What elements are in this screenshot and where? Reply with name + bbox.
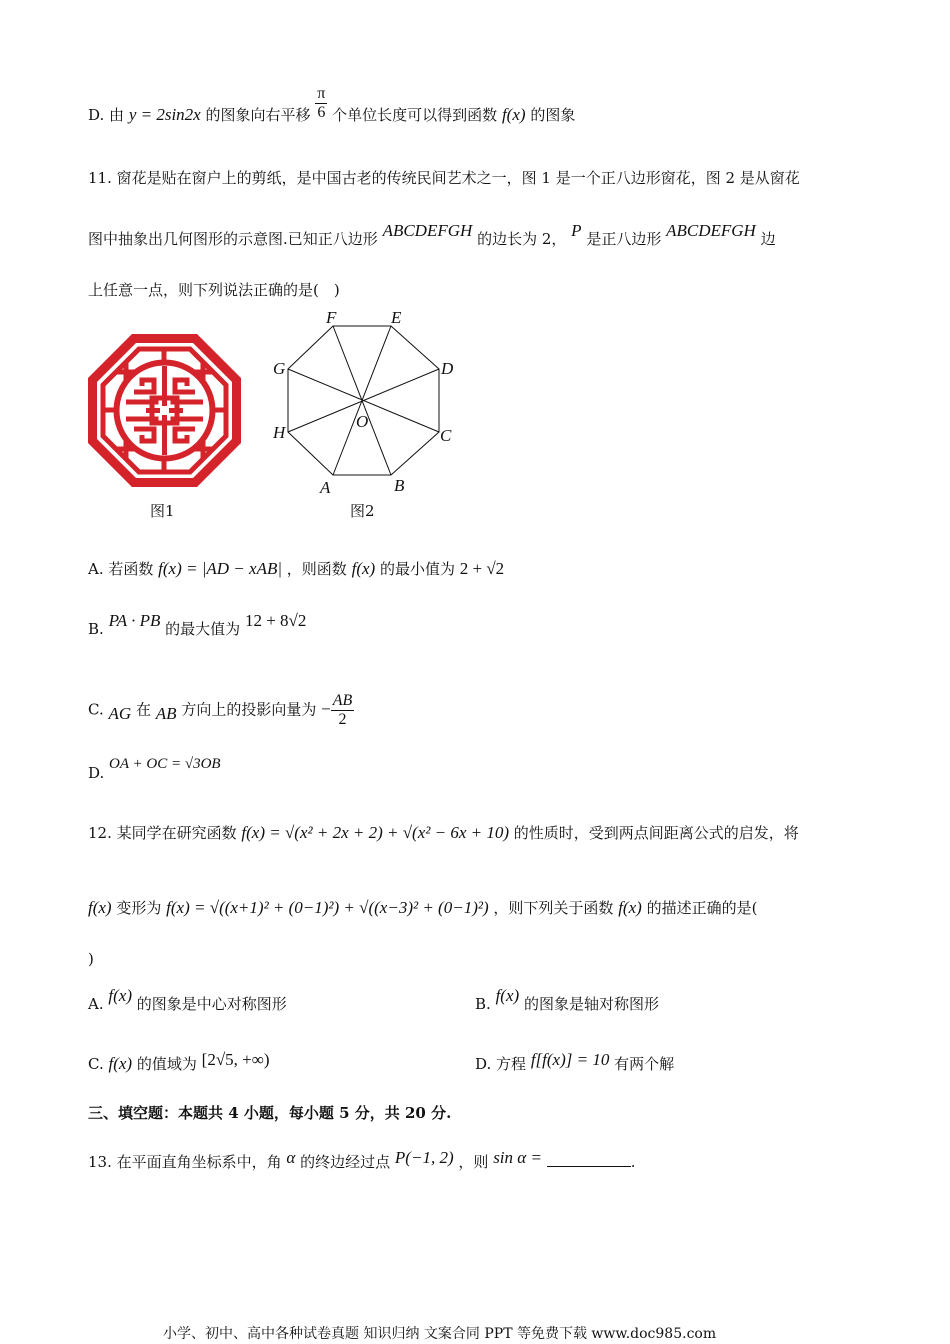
center-label-o: O — [356, 412, 369, 431]
minus-sign: − — [321, 699, 331, 719]
text: D. 方程 — [475, 1055, 527, 1073]
math: 12 + 8√2 — [244, 611, 307, 630]
q12-option-d — [475, 1050, 675, 1075]
math: sin α = — [493, 1148, 542, 1167]
math: α — [286, 1148, 296, 1167]
vertex-label-f: F — [326, 308, 337, 327]
q13 — [88, 1148, 636, 1173]
q11-option-b — [88, 611, 307, 640]
answer-blank[interactable] — [547, 1152, 631, 1167]
math: ABCDEFGH — [666, 221, 756, 240]
text: 是正八边形 — [586, 230, 662, 248]
vertex-label-e: E — [391, 308, 402, 327]
text: B. — [88, 620, 104, 638]
math: f(x) — [108, 986, 132, 1005]
text: 的图象 — [530, 106, 576, 124]
text: A. — [88, 995, 104, 1013]
q11-line2 — [88, 221, 852, 250]
text: D. — [88, 764, 105, 782]
text: 的最大值为 — [165, 620, 241, 638]
text: A. 若函数 — [88, 560, 154, 578]
math: f[f(x)] = 10 — [530, 1050, 610, 1069]
text: 的图象是轴对称图形 — [523, 995, 659, 1013]
math: f(x) — [618, 898, 642, 917]
text: ，则函数 — [286, 560, 347, 578]
vertex-label-b: B — [394, 476, 405, 495]
text: 的终边经过点 — [300, 1153, 391, 1171]
section-3-heading: 三、填空题：本题共 4 小题，每小题 5 分，共 20 分. — [88, 1104, 452, 1122]
q11-line1: 11. 窗花是贴在窗户上的剪纸，是中国古老的传统民间艺术之一，图 1 是一个正八边形窗花，图 2 是从窗花 — [88, 169, 800, 187]
q12-option-a — [88, 986, 287, 1015]
math: PA · PB — [108, 611, 161, 630]
denominator: 2 — [338, 711, 347, 728]
q10-option-d — [88, 84, 576, 126]
q12-line1 — [88, 822, 799, 844]
text: 的描述正确的是( — [646, 899, 758, 917]
math: f(x) = |AD − xAB| — [158, 559, 283, 578]
numerator: π — [317, 84, 326, 102]
math: f(x) — [501, 105, 526, 124]
q11-option-d — [88, 756, 221, 785]
text: 个单位长度可以得到函数 — [332, 106, 498, 124]
math: AG — [108, 703, 132, 723]
q12-line2 — [88, 897, 757, 919]
text: 的值域为 — [136, 1055, 197, 1073]
q11-option-c — [88, 692, 354, 729]
page-footer: 小学、初中、高中各种试卷真题 知识归纳 文案合同 PPT 等免费下载 www.doc985.com — [163, 1326, 717, 1342]
math: f(x) = √((x+1)² + (0−1)²) + √((x−3)² + (0−1)²) — [166, 898, 489, 917]
figure-2-octagon-diagram — [266, 305, 466, 497]
text: 在 — [135, 700, 151, 719]
text: C. — [88, 1055, 104, 1073]
text: 边 — [760, 230, 776, 248]
figure-2-caption: 图2 — [350, 502, 375, 520]
vertex-label-g: G — [273, 359, 286, 378]
text: ，则 — [458, 1153, 489, 1171]
q11-option-a — [88, 558, 504, 580]
math: f(x) — [351, 559, 376, 578]
numerator: AB — [332, 692, 353, 709]
math: y = 2sin2x — [128, 105, 201, 124]
q12-option-b — [475, 986, 659, 1015]
math: ABCDEFGH — [382, 221, 473, 240]
vertex-label-c: C — [440, 426, 452, 445]
math: f(x) — [495, 986, 520, 1005]
text: 方向上的投影向量为 — [181, 700, 317, 719]
math: OA + OC = √3OB — [109, 756, 221, 772]
text: 有两个解 — [614, 1055, 675, 1073]
text: 13. 在平面直角坐标系中，角 — [88, 1153, 282, 1171]
text: ，则下列关于函数 — [493, 899, 614, 917]
figure-1-window-flower — [86, 332, 243, 489]
vertex-label-h: H — [273, 423, 286, 442]
figure-1-caption: 图1 — [150, 502, 175, 520]
q12-option-c — [88, 1050, 270, 1075]
vertex-label-a: A — [320, 478, 331, 497]
math: f(x) = √(x² + 2x + 2) + √(x² − 6x + 10) — [241, 823, 510, 842]
math: f(x) — [108, 1054, 133, 1073]
text: D. 由 — [88, 106, 125, 124]
fraction — [331, 692, 355, 729]
text: 变形为 — [116, 899, 162, 917]
text: B. — [475, 995, 491, 1013]
text: 的边长为 2， — [477, 230, 567, 248]
math: P — [571, 221, 582, 240]
math: AB — [155, 703, 177, 723]
math: f(x) — [88, 898, 112, 917]
text: 的性质时，受到两点间距离公式的启发，将 — [513, 824, 799, 842]
text: . — [630, 1153, 636, 1171]
math: 2 + √2 — [459, 559, 505, 578]
math: P(−1, 2) — [394, 1148, 454, 1167]
text: 的最小值为 — [379, 560, 455, 578]
fraction — [315, 85, 327, 122]
text: 的图象是中心对称图形 — [136, 995, 287, 1013]
denominator: 6 — [317, 103, 326, 121]
text: 图中抽象出几何图形的示意图.已知正八边形 — [88, 230, 378, 248]
vertex-label-d: D — [441, 359, 454, 378]
math: [2√5, +∞) — [201, 1050, 270, 1069]
text: 12. 某同学在研究函数 — [88, 824, 237, 842]
q12-line3: ) — [88, 950, 94, 968]
q11-line3: 上任意一点，则下列说法正确的是( ) — [88, 281, 340, 299]
text: C. — [88, 700, 104, 719]
text: 的图象向右平移 — [205, 106, 311, 124]
